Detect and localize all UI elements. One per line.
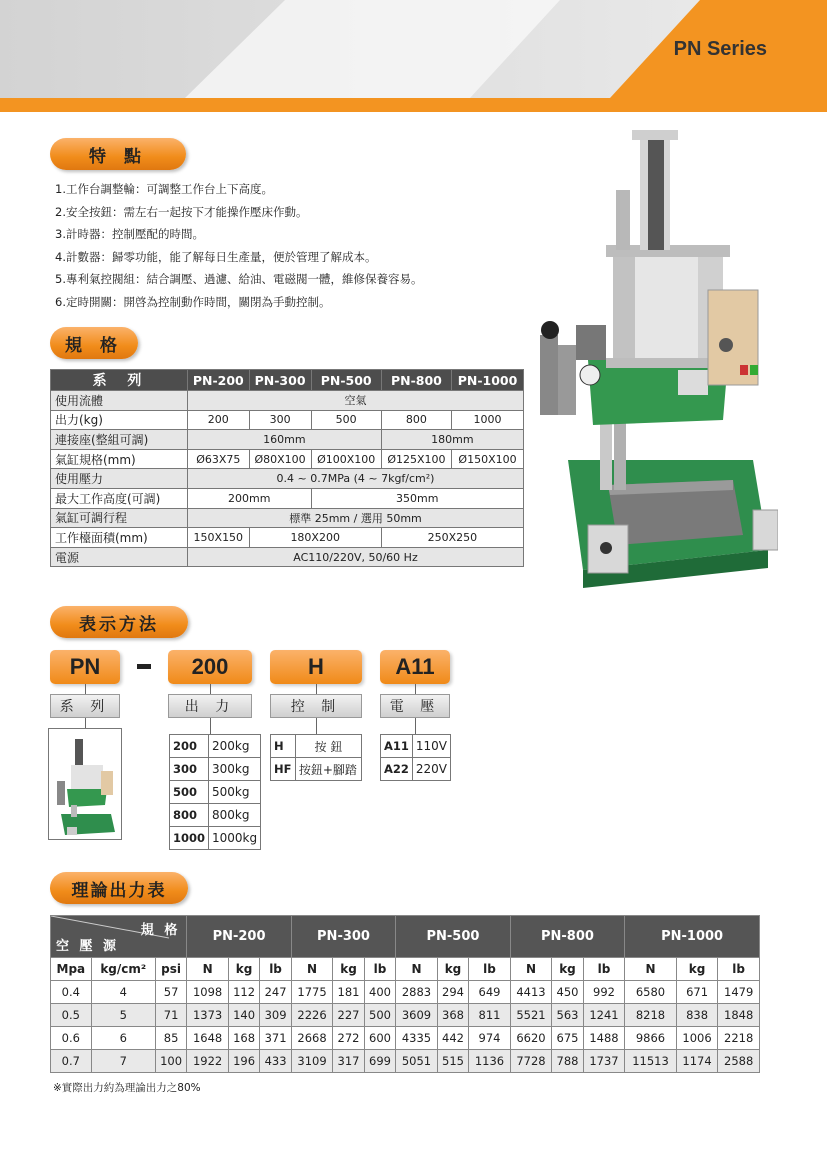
notation-heading: 表示方法 [50, 606, 188, 638]
force-value: 9866 [625, 1027, 677, 1050]
page-header [0, 0, 827, 112]
force-value: 2226 [291, 1004, 333, 1027]
option-code: 200 [170, 735, 209, 758]
series-title: PN Series [673, 38, 767, 60]
force-value: 2218 [718, 1027, 760, 1050]
force-value: 649 [469, 981, 511, 1004]
force-value: 2883 [396, 981, 438, 1004]
force-value: 4335 [396, 1027, 438, 1050]
spec-value: 800 [381, 410, 451, 430]
table-row [170, 781, 261, 804]
table-row [51, 981, 760, 1004]
model-header: PN-1000 [452, 370, 524, 391]
table-row [170, 735, 261, 758]
table-row [51, 547, 524, 567]
force-value: 168 [228, 1027, 259, 1050]
table-row [51, 1050, 760, 1073]
code-control: H [270, 650, 362, 684]
label-control: 控 制 [270, 694, 362, 718]
unit-header: kg [552, 958, 583, 981]
force-value: 515 [437, 1050, 468, 1073]
model-header: PN-200 [187, 916, 291, 958]
force-value: 0.4 [51, 981, 92, 1004]
code-dash [137, 664, 151, 669]
spec-value: Ø80X100 [249, 449, 311, 469]
theory-table [50, 915, 760, 1073]
force-value: 400 [364, 981, 395, 1004]
force-value: 6 [91, 1027, 155, 1050]
unit-header: psi [155, 958, 186, 981]
force-options [169, 734, 261, 850]
table-row [51, 391, 524, 411]
connector-line [316, 684, 317, 694]
model-header: PN-200 [188, 370, 250, 391]
footnote: ※實際出力約為理論出力之80% [53, 1082, 201, 1094]
connector-line [210, 718, 211, 734]
connector-line [415, 718, 416, 734]
table-row [51, 410, 524, 430]
feature-item: 1.工作台調整輪：可調整工作台上下高度。 [55, 182, 273, 196]
control-options [270, 734, 362, 781]
spec-value: 300 [249, 410, 311, 430]
force-value: 317 [333, 1050, 364, 1073]
force-value: 1006 [676, 1027, 718, 1050]
unit-header: lb [364, 958, 395, 981]
force-value: 433 [260, 1050, 291, 1073]
force-value: 368 [437, 1004, 468, 1027]
force-value: 671 [676, 981, 718, 1004]
table-row [51, 1004, 760, 1027]
force-value: 600 [364, 1027, 395, 1050]
option-value: 800kg [209, 804, 261, 827]
force-value: 309 [260, 1004, 291, 1027]
spec-label: 工作檯面積(mm) [51, 528, 188, 548]
force-value: 2588 [718, 1050, 760, 1073]
features-heading: 特 點 [50, 138, 186, 170]
force-value: 811 [469, 1004, 511, 1027]
force-value: 3609 [396, 1004, 438, 1027]
force-value: 1488 [583, 1027, 625, 1050]
force-value: 1098 [187, 981, 229, 1004]
label-force: 出 力 [168, 694, 252, 718]
force-value: 1479 [718, 981, 760, 1004]
force-value: 838 [676, 1004, 718, 1027]
feature-item: 4.計數器：歸零功能，能了解每日生產量，便於管理了解成本。 [55, 249, 377, 264]
table-row [51, 916, 760, 958]
force-value: 1737 [583, 1050, 625, 1073]
unit-header: Mpa [51, 958, 92, 981]
force-value: 675 [552, 1027, 583, 1050]
spec-value: 160mm [188, 430, 382, 450]
spec-value: 150X150 [188, 528, 250, 548]
option-value: 300kg [209, 758, 261, 781]
force-value: 3109 [291, 1050, 333, 1073]
unit-header: N [625, 958, 677, 981]
spec-value: 0.4 ~ 0.7MPa (4 ~ 7kgf/cm²) [188, 469, 524, 489]
model-header: PN-300 [291, 916, 395, 958]
force-value: 196 [228, 1050, 259, 1073]
connector-line [415, 684, 416, 694]
spec-label: 連接座(整組可調) [51, 430, 188, 450]
connector-line [85, 718, 86, 728]
table-row [51, 958, 760, 981]
spec-label: 使用流體 [51, 391, 188, 411]
theory-heading: 理論出力表 [50, 872, 188, 904]
option-value: 220V [412, 758, 450, 781]
spec-value: 空氣 [188, 391, 524, 411]
table-row [51, 370, 524, 391]
feature-item: 3.計時器：控制壓配的時間。 [55, 227, 204, 242]
force-value: 699 [364, 1050, 395, 1073]
force-value: 1136 [469, 1050, 511, 1073]
corner-cell [51, 916, 187, 958]
table-row [271, 735, 362, 758]
unit-header: lb [469, 958, 511, 981]
option-code: 500 [170, 781, 209, 804]
force-value: 1775 [291, 981, 333, 1004]
spec-value: 180mm [381, 430, 523, 450]
option-code: H [271, 735, 296, 758]
table-row [170, 827, 261, 850]
spec-label: 最大工作高度(可調) [51, 488, 188, 508]
table-row [51, 449, 524, 469]
force-value: 8218 [625, 1004, 677, 1027]
force-value: 11513 [625, 1050, 677, 1073]
features-list [55, 178, 422, 314]
spec-value: Ø125X100 [381, 449, 451, 469]
unit-header: kg [437, 958, 468, 981]
table-row [381, 735, 451, 758]
unit-header: kg [228, 958, 259, 981]
connector-line [316, 718, 317, 734]
code-force: 200 [168, 650, 252, 684]
table-row [381, 758, 451, 781]
spec-value: 200 [188, 410, 250, 430]
force-value: 563 [552, 1004, 583, 1027]
force-value: 788 [552, 1050, 583, 1073]
table-row [51, 528, 524, 548]
corner-bottom-label: 空 壓 源 [56, 939, 120, 954]
corner-top-label: 規 格 [140, 923, 181, 938]
voltage-options [380, 734, 451, 781]
force-value: 7728 [510, 1050, 552, 1073]
option-value: 1000kg [209, 827, 261, 850]
unit-header: lb [583, 958, 625, 981]
force-value: 1174 [676, 1050, 718, 1073]
force-value: 1648 [187, 1027, 229, 1050]
force-value: 1922 [187, 1050, 229, 1073]
force-value: 2668 [291, 1027, 333, 1050]
table-row [51, 1027, 760, 1050]
table-row [51, 508, 524, 528]
force-value: 71 [155, 1004, 186, 1027]
force-value: 294 [437, 981, 468, 1004]
spec-value: AC110/220V, 50/60 Hz [188, 547, 524, 567]
force-value: 1373 [187, 1004, 229, 1027]
force-value: 0.7 [51, 1050, 92, 1073]
label-series: 系 列 [50, 694, 120, 718]
option-value: 200kg [209, 735, 261, 758]
option-value: 按鈕+腳踏 [295, 758, 361, 781]
force-value: 992 [583, 981, 625, 1004]
spec-value: Ø150X100 [452, 449, 524, 469]
model-header: PN-300 [249, 370, 311, 391]
option-code: A11 [381, 735, 413, 758]
force-value: 57 [155, 981, 186, 1004]
table-row [51, 488, 524, 508]
spec-table [50, 369, 524, 567]
model-header: PN-500 [311, 370, 381, 391]
force-value: 112 [228, 981, 259, 1004]
table-row [170, 804, 261, 827]
force-value: 1848 [718, 1004, 760, 1027]
table-row [170, 758, 261, 781]
unit-header: N [510, 958, 552, 981]
force-value: 140 [228, 1004, 259, 1027]
unit-header: lb [718, 958, 760, 981]
unit-header: kg [676, 958, 718, 981]
force-value: 5 [91, 1004, 155, 1027]
force-value: 371 [260, 1027, 291, 1050]
spec-label: 出力(kg) [51, 410, 188, 430]
spec-value: 標準 25mm / 選用 50mm [188, 508, 524, 528]
connector-line [210, 684, 211, 694]
code-voltage: A11 [380, 650, 450, 684]
option-value: 按 鈕 [295, 735, 361, 758]
unit-header: lb [260, 958, 291, 981]
force-value: 442 [437, 1027, 468, 1050]
series-thumbnail [48, 728, 122, 840]
table-row [51, 430, 524, 450]
connector-line [85, 684, 86, 694]
option-code: 800 [170, 804, 209, 827]
spec-value: 1000 [452, 410, 524, 430]
model-header: PN-800 [381, 370, 451, 391]
spec-label: 電源 [51, 547, 188, 567]
option-value: 110V [412, 735, 450, 758]
force-value: 6620 [510, 1027, 552, 1050]
spec-label: 氣缸可調行程 [51, 508, 188, 528]
spec-head-label: 系 列 [51, 370, 188, 391]
spec-value: Ø100X100 [311, 449, 381, 469]
option-code: HF [271, 758, 296, 781]
option-code: A22 [381, 758, 413, 781]
force-value: 4 [91, 981, 155, 1004]
label-voltage: 電 壓 [380, 694, 450, 718]
spec-value: 350mm [311, 488, 523, 508]
force-value: 450 [552, 981, 583, 1004]
spec-label: 氣缸規格(mm) [51, 449, 188, 469]
force-value: 0.5 [51, 1004, 92, 1027]
spec-label: 使用壓力 [51, 469, 188, 489]
spec-value: 200mm [188, 488, 312, 508]
unit-header: kg [333, 958, 364, 981]
force-value: 5051 [396, 1050, 438, 1073]
force-value: 7 [91, 1050, 155, 1073]
force-value: 1241 [583, 1004, 625, 1027]
feature-item: 5.專利氣控閥組：結合調壓、過濾、給油、電磁閥一體，維修保養容易。 [55, 272, 423, 287]
force-value: 272 [333, 1027, 364, 1050]
unit-header: N [291, 958, 333, 981]
feature-item: 2.安全按鈕：需左右一起按下才能操作壓床作動。 [55, 204, 308, 219]
force-value: 4413 [510, 981, 552, 1004]
force-value: 100 [155, 1050, 186, 1073]
specs-heading: 規 格 [50, 327, 138, 359]
unit-header: kg/cm² [91, 958, 155, 981]
unit-header: N [396, 958, 438, 981]
feature-item: 6.定時開關：開啓為控制動作時間，關閉為手動控制。 [55, 294, 331, 309]
table-row [271, 758, 362, 781]
code-series: PN [50, 650, 120, 684]
force-value: 974 [469, 1027, 511, 1050]
option-code: 300 [170, 758, 209, 781]
option-value: 500kg [209, 781, 261, 804]
force-value: 181 [333, 981, 364, 1004]
spec-value: 250X250 [381, 528, 523, 548]
force-value: 247 [260, 981, 291, 1004]
spec-value: 180X200 [249, 528, 381, 548]
spec-value: 500 [311, 410, 381, 430]
model-header: PN-1000 [625, 916, 760, 958]
force-value: 5521 [510, 1004, 552, 1027]
unit-header: N [187, 958, 229, 981]
force-value: 6580 [625, 981, 677, 1004]
force-value: 500 [364, 1004, 395, 1027]
press-thumbnail-image [49, 729, 121, 839]
option-code: 1000 [170, 827, 209, 850]
pneumatic-press-image [528, 130, 778, 590]
model-header: PN-800 [510, 916, 625, 958]
force-value: 85 [155, 1027, 186, 1050]
force-value: 0.6 [51, 1027, 92, 1050]
table-row [51, 469, 524, 489]
force-value: 227 [333, 1004, 364, 1027]
model-header: PN-500 [396, 916, 511, 958]
spec-value: Ø63X75 [188, 449, 250, 469]
